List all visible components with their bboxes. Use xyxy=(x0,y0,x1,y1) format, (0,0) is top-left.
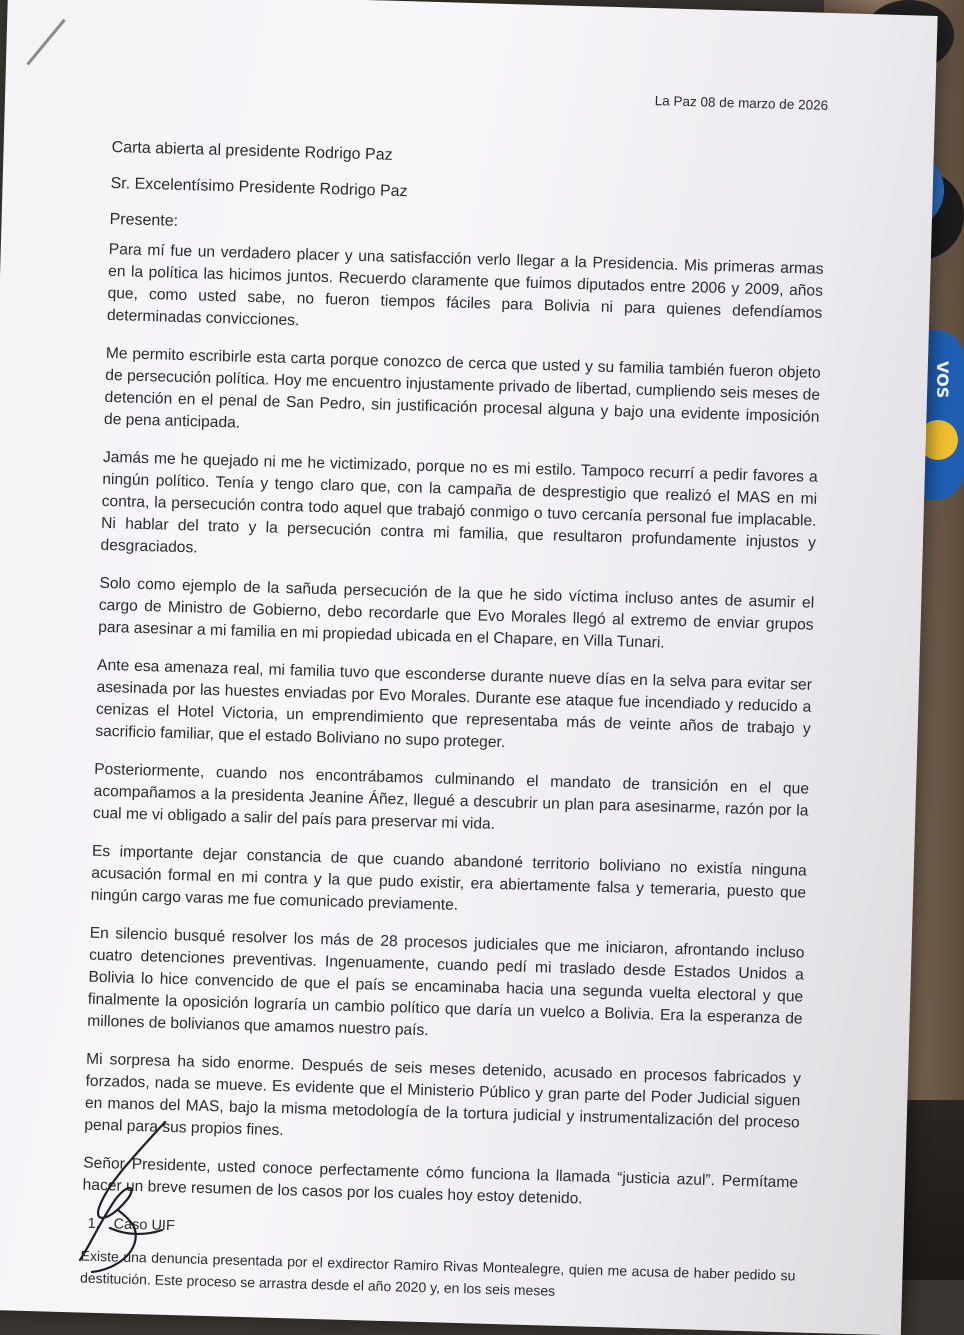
paragraph-case-uif: Existe una denuncia presentada por el exdirector Ramiro Rivas Montealegre, quien me acusa de haber pedido su destitución. Este proceso se arrastra desde el año 2020 y, en los seis meses xyxy=(79,1247,796,1299)
paragraph: Jamás me he quejado ni me he victimizado, porque no es mi estilo. Tampoco recurrí a pedir favores a ningún político. Tenía y tengo claro que, con la campaña de desprestigio que realizó el MAS en mi contra, la persecución contra todo aquel que trabajó conmigo o tuvo cercanía personal fue implacable. Ni hablar del trato y la persecución contra mi familia, que resultaron profundamente injustos y desgraciados. xyxy=(100,448,818,557)
paragraph: Solo como ejemplo de la sañuda persecución de la que he sido víctima incluso antes de asumir el cargo de Ministro de Gobierno, debo recordarle que Evo Morales llegó al extremo de enviar grupos para asesinar a mi familia en mi propiedad ubicada en el Chapare, en Villa Tunari. xyxy=(98,574,815,652)
paragraph: Me permito escribirle esta carta porque conozco de cerca que usted y su familia también fueron objeto de persecución política. Hoy me encuentro injustamente privado de libertad, cumpliendo seis meses de detención en el penal de San Pedro, sin justificación procesal alguna y bajo una evidente imposición de pena anticipada. xyxy=(103,344,821,432)
letter-salutation: Sr. Excelentísimo Presidente Rodrigo Paz xyxy=(110,174,408,201)
paragraph: En silencio busqué resolver los más de 28 procesos judiciales que me iniciaron, afrontando incluso cuatro detenciones preventivas. Ingenuamente, cuando pedí mi traslado desde Estados Unidos a Bolivia lo hice convencido de que el país se encaminaba hacia una segunda vuelta electoral y que finalmente la oposición lograría un cambio político que daría un vuelco a Bolivia. Era la esperanza de millones de bolivianos que amamos nuestro país. xyxy=(87,924,805,1040)
staple-mark xyxy=(26,19,65,66)
paragraph: Es importante dejar constancia de que cuando abandoné territorio boliviano no existía ninguna acusación formal en mi contra y la que pudo existir, era abiertamente falsa y temeraria, puesto que ningún cargo varas me fue comunicado previamente. xyxy=(90,842,807,914)
letter-date: La Paz 08 de marzo de 2026 xyxy=(654,93,829,113)
paragraph: Mi sorpresa ha sido enorme. Después de seis meses detenido, acusado en procesos fabricados y forzados, nada se mueve. Es evidente que el Ministerio Público y gran parte del Poder Judicial siguen en manos del MAS, bajo la misma metodología de la tortura judicial y instrumentalización del proceso penal para sus propios fines. xyxy=(84,1050,802,1140)
paragraph: Posteriormente, cuando nos encontrábamos culminando el mandato de transición en el que acompañamos a la presidenta Jeanine Áñez, llegué a descubrir un plan para asesinarme, razón por la cual me vi obligado a salir del país para preservar mi vida. xyxy=(92,760,810,833)
case-number: 1. xyxy=(87,1215,100,1233)
handwritten-signature xyxy=(70,1110,200,1280)
letter-heading: Carta abierta al presidente Rodrigo Paz xyxy=(111,138,393,164)
paragraph: Ante esa amenaza real, mi familia tuvo que esconderse durante nueve días en la selva para evitar ser asesinada por las huestes enviadas por Evo Morales. Durante ese ataque fue incendiado y reducido a cenizas el Hotel Victoria, un emprendimiento que representaba más de veinte años de trabajo y sacrificio familiar, que el estado Boliviano no supo proteger. xyxy=(95,656,813,752)
microphone-logo: VOS xyxy=(933,361,952,399)
paragraph: Señor Presidente, usted conoce perfectamente cómo funciona la llamada “justicia azul”. Permítame hacer un breve resumen de los casos por los cuales hoy estoy detenido. xyxy=(82,1154,799,1208)
paragraph: Para mí fue un verdadero placer y una satisfacción verlo llegar a la Presidencia. Mis primeras armas en la política las hicimos juntos. Recuerdo claramente que fuimos diputados entre 2006 y 2009, años que, como usted sabe, no fueron tiempos fáciles para Bolivia ni para quienes defendíamos determinadas convicciones. xyxy=(106,240,824,330)
letter-presente: Presente: xyxy=(109,210,179,230)
case-title: Caso UIF xyxy=(113,1216,176,1235)
